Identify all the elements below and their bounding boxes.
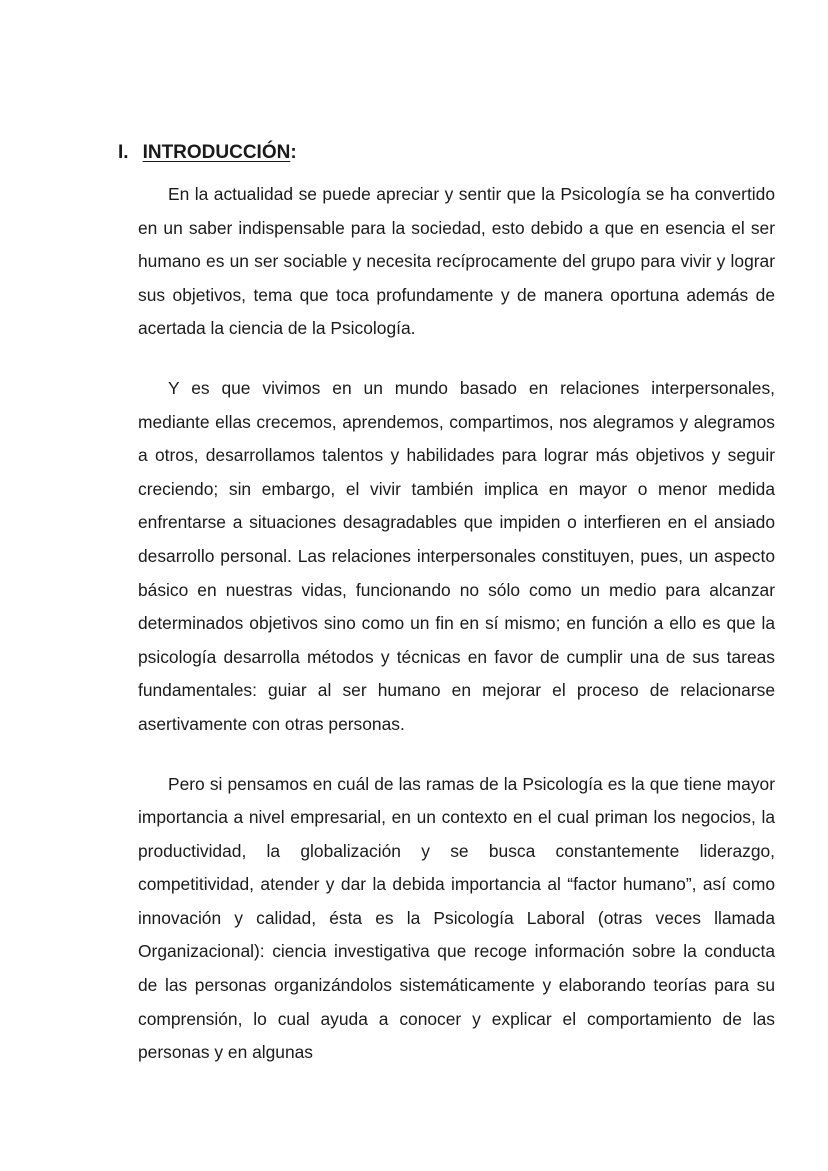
section-heading <box>118 142 297 164</box>
section-number: I. <box>118 142 129 163</box>
section-title-wrap <box>143 142 297 164</box>
paragraph-3: Pero si pensamos en cuál de las ramas de la Psicología es la que tiene mayor importancia a nivel empresarial, en un contexto en el cual priman los negocios, la productividad, la globalización y se busca constantemente liderazgo, competitividad, atender y dar la debida importancia al “factor humano”, así como innovación y calidad, ésta es la Psicología Laboral (otras veces llamada Organizacional): ciencia investigativa que recoge información sobre la conducta de las personas organizándolos sistemáticamente y elaborando teorías para su comprensión, lo cual ayuda a conocer y explicar el comportamiento de las personas y en algunas <box>138 773 775 1063</box>
paragraph-spacer <box>138 742 775 768</box>
paragraph-1: En la actualidad se puede apreciar y sentir que la Psicología se ha convertido en un saber indispensable para la sociedad, esto debido a que en esencia el ser humano es un ser sociable y necesita recíprocamente del grupo para vivir y lograr sus objetivos, tema que toca profundamente y de manera oportuna además de acertada la ciencia de la Psicología. <box>138 184 775 339</box>
paragraph-2: Y es que vivimos en un mundo basado en relaciones interpersonales, mediante ellas crecemos, aprendemos, compartimos, nos alegramos y alegramos a otros, desarrollamos talentos y habilidades para lograr más objetivos y seguir creciendo; sin embargo, el vivir también implica en mayor o menor medida enfrentarse a situaciones desagradables que impiden o interfieren en el ansiado desarrollo personal. Las relaciones interpersonales constituyen, pues, un aspecto básico en nuestras vidas, funcionando no sólo como un medio para alcanzar determinados objetivos sino como un fin en sí mismo; en función a ello es que la psicología desarrolla métodos y técnicas en favor de cumplir una de sus tareas fundamentales: guiar al ser humano en mejorar el proceso de relacionarse asertivamente con otras personas. <box>138 377 775 734</box>
document-body <box>138 178 775 1070</box>
section-title-colon: : <box>290 142 297 163</box>
paragraph-spacer <box>138 346 775 372</box>
section-title: INTRODUCCIÓN <box>142 142 291 163</box>
